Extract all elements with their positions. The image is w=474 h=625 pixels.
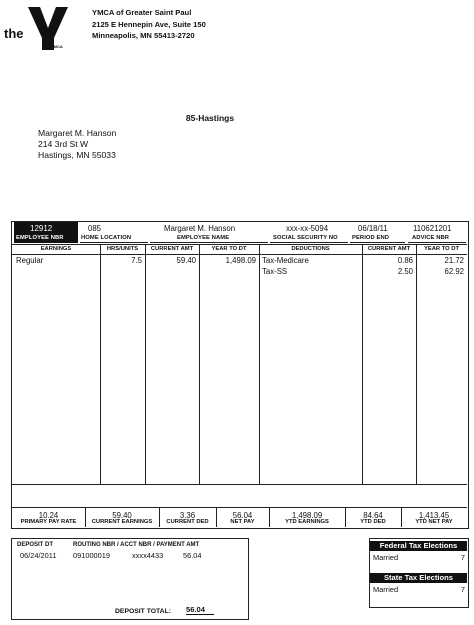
deduction-name: Tax-SS	[262, 267, 288, 276]
col-deductions: DEDUCTIONS	[291, 246, 330, 252]
ymca-logo	[4, 4, 74, 52]
ssn-label: SOCIAL SECURITY NO	[273, 235, 338, 241]
current-ded-label: CURRENT DED	[166, 519, 209, 525]
deduction-ytd: 21.72	[444, 256, 464, 265]
deduction-ytd: 62.92	[444, 267, 464, 276]
recipient-city: Hastings, MN 55033	[38, 150, 116, 160]
earning-current: 59.40	[176, 256, 196, 265]
ssn-value: xxx-xx-5094	[286, 224, 329, 233]
divider	[408, 242, 466, 243]
primary-pay-rate-label: PRIMARY PAY RATE	[20, 519, 77, 525]
divider	[12, 507, 467, 508]
employee-name-label: EMPLOYEE NAME	[177, 235, 230, 241]
federal-allowances: 7	[460, 553, 465, 562]
organization-address	[92, 7, 206, 42]
divider	[270, 242, 348, 243]
logo-the-text: the	[4, 26, 24, 41]
deposit-date: 06/24/2011	[20, 551, 57, 560]
ytd-earnings-value: 1,498.09	[291, 511, 323, 520]
deposit-total-value: 56.04	[186, 605, 214, 615]
state-status: Married	[373, 585, 399, 594]
col-ded-year-to-dt: YEAR TO DT	[424, 246, 459, 252]
federal-tax-title: Federal Tax Elections	[370, 541, 467, 551]
recipient-address	[38, 128, 116, 161]
col-earnings: EARNINGS	[40, 246, 72, 252]
divider	[80, 242, 148, 243]
period-end-label: PERIOD END	[352, 235, 390, 241]
earning-ytd: 1,498.09	[225, 256, 256, 265]
employee-nbr-label: EMPLOYEE NBR	[16, 235, 64, 241]
column-divider	[416, 244, 417, 484]
org-street: 2125 E Hennepin Ave, Suite 150	[92, 19, 206, 29]
recipient-street: 214 3rd St W	[38, 139, 89, 149]
divider	[12, 484, 467, 485]
employee-name-value: Margaret M. Hanson	[164, 224, 236, 233]
primary-pay-rate-value: 10.24	[38, 511, 59, 520]
period-end-value: 06/18/11	[358, 224, 388, 233]
col-hrs-units: HRS/UNITS	[106, 246, 139, 252]
divider	[350, 242, 405, 243]
deposit-dt-header: DEPOSIT DT	[17, 542, 54, 548]
ytd-net-pay-value: 1,413.45	[418, 511, 450, 520]
divider	[12, 254, 467, 255]
state-allowances: 7	[460, 585, 465, 594]
deduction-current: 0.86	[397, 256, 413, 265]
deposit-account: xxxx4433	[132, 551, 164, 560]
employee-nbr-value: 12912	[30, 224, 53, 233]
state-tax-row	[373, 585, 465, 594]
route-code: 85-Hastings	[185, 113, 235, 123]
ytd-ded-value: 84.64	[363, 511, 383, 520]
column-divider	[362, 244, 363, 484]
state-tax-title: State Tax Elections	[370, 573, 467, 583]
net-pay-label: NET PAY	[230, 519, 255, 525]
current-earnings-value: 59.40	[112, 511, 132, 520]
recipient-name: Margaret M. Hanson	[38, 128, 117, 138]
ytd-earnings-label: YTD EARNINGS	[285, 519, 329, 525]
earnings-row	[16, 256, 43, 265]
deposit-routing-header: ROUTING NBR / ACCT NBR / PAYMENT AMT	[73, 542, 200, 548]
ytd-net-pay-label: YTD NET PAY	[415, 519, 453, 525]
deduction-current: 2.50	[397, 267, 413, 276]
column-divider	[145, 244, 146, 484]
deposit-amount: 56.04	[183, 551, 202, 560]
advice-nbr-value: 110621201	[413, 224, 452, 233]
deduction-name: Tax-Medicare	[262, 256, 309, 265]
logo-ymca-text: YMCA	[51, 44, 63, 49]
deposit-total-label: DEPOSIT TOTAL:	[115, 608, 172, 615]
column-divider	[100, 244, 101, 484]
home-location-label: HOME LOCATION	[81, 235, 132, 241]
current-earnings-label: CURRENT EARNINGS	[91, 519, 153, 525]
org-name: YMCA of Greater Saint Paul	[92, 8, 192, 17]
current-ded-value: 3.36	[179, 511, 196, 520]
advice-nbr-label: ADVICE NBR	[412, 235, 450, 241]
col-ded-current-amt: CURRENT AMT	[367, 246, 411, 252]
home-location-value: 085	[88, 224, 102, 233]
divider	[150, 242, 268, 243]
col-year-to-dt: YEAR TO DT	[211, 246, 247, 252]
org-city: Minneapolis, MN 55413-2720	[92, 31, 195, 40]
column-divider	[199, 244, 200, 484]
divider	[12, 244, 467, 245]
federal-tax-row	[373, 553, 465, 562]
column-divider	[259, 244, 260, 484]
ytd-ded-label: YTD DED	[360, 519, 386, 525]
earning-name: Regular	[16, 256, 44, 265]
col-current-amt: CURRENT AMT	[150, 246, 194, 252]
federal-status: Married	[373, 553, 399, 562]
net-pay-value: 56.04	[232, 511, 253, 520]
earning-hours: 7.5	[131, 256, 142, 265]
deposit-routing: 091000019	[73, 551, 110, 560]
